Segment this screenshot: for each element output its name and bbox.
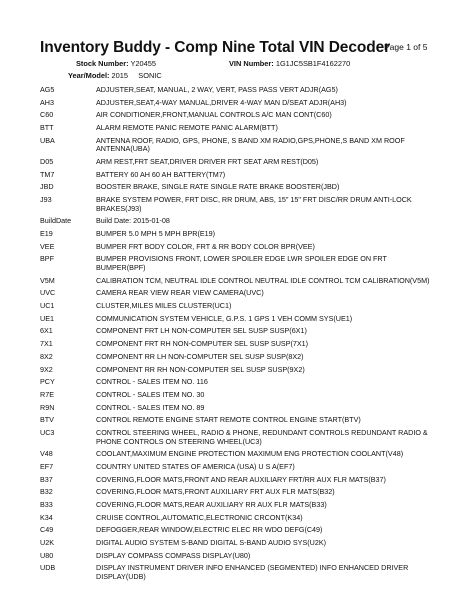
option-description: BUMPER 5.0 MPH 5 MPH BPR(E19) bbox=[96, 229, 216, 239]
option-row bbox=[40, 313, 432, 326]
stock-number-value: Y20455 bbox=[130, 59, 156, 68]
page-title: Inventory Buddy - Comp Nine Total VIN Decoder bbox=[40, 39, 391, 56]
option-row bbox=[40, 122, 432, 135]
year-model bbox=[68, 71, 162, 80]
option-row bbox=[40, 253, 432, 274]
option-row bbox=[40, 427, 432, 448]
option-code: BTV bbox=[40, 415, 54, 425]
option-row bbox=[40, 448, 432, 461]
option-description: AIR CONDITIONER,FRONT,MANUAL CONTROLS A/C MAN CONT(C60) bbox=[96, 110, 332, 120]
year-model-label: Year/Model: bbox=[68, 71, 110, 80]
option-description: COOLANT,MAXIMUM ENGINE PROTECTION MAXIMUM ENG PROTECTION COOLANT(V48) bbox=[96, 449, 404, 459]
option-description: ADJUSTER,SEAT,4-WAY MANUAL,DRIVER 4-WAY MAN D/SEAT ADJR(AH3) bbox=[96, 97, 347, 107]
option-description: BUMPER FRT BODY COLOR, FRT & RR BODY COLOR BPR(VEE) bbox=[96, 241, 315, 251]
option-code: EF7 bbox=[40, 461, 54, 471]
option-code: C60 bbox=[40, 110, 54, 120]
option-code: PCY bbox=[40, 377, 55, 387]
option-description: CLUSTER,MILES MILES CLUSTER(UC1) bbox=[96, 301, 232, 311]
option-description: DIGITAL AUDIO SYSTEM S-BAND DIGITAL S-BAND AUDIO SYS(U2K) bbox=[96, 538, 327, 548]
option-code: UDB bbox=[40, 563, 56, 573]
option-code: UC1 bbox=[40, 301, 55, 311]
option-description: DEFOGGER,REAR WINDOW,ELECTRIC ELEC RR WDO DEFG(C49) bbox=[96, 525, 323, 535]
option-description: COMPONENT RR RH NON-COMPUTER SEL SUSP SUSP(9X2) bbox=[96, 364, 305, 374]
option-code: 7X1 bbox=[40, 339, 53, 349]
option-description: COVERING,FLOOR MATS,FRONT AUXILIARY FRT AUX FLR MATS(B32) bbox=[96, 487, 335, 497]
option-description: COUNTRY UNITED STATES OF AMERICA (USA) U S A(EF7) bbox=[96, 461, 295, 471]
option-code-list bbox=[40, 84, 432, 584]
option-description: CONTROL REMOTE ENGINE START REMOTE CONTROL ENGINE START(BTV) bbox=[96, 415, 361, 425]
option-row bbox=[40, 512, 432, 525]
option-code: JBD bbox=[40, 182, 54, 192]
option-row bbox=[40, 562, 432, 583]
stock-number bbox=[76, 59, 156, 68]
option-code: AH3 bbox=[40, 97, 54, 107]
option-code: J93 bbox=[40, 195, 52, 205]
option-code: BTT bbox=[40, 123, 54, 133]
option-row bbox=[40, 109, 432, 122]
option-code: K34 bbox=[40, 512, 53, 522]
option-row bbox=[40, 364, 432, 377]
option-code: AG5 bbox=[40, 85, 55, 94]
option-code: TM7 bbox=[40, 169, 55, 179]
option-description: CONTROL STEERING WHEEL, RADIO & PHONE, REDUNDANT CONTROLS REDUNDANT RADIO & PHONE CONTROLS ON STEERING WHEEL(UC3) bbox=[96, 427, 428, 446]
option-row bbox=[40, 241, 432, 254]
option-description: COMPONENT RR LH NON-COMPUTER SEL SUSP SUSP(8X2) bbox=[96, 351, 304, 361]
option-description: ARM REST,FRT SEAT,DRIVER DRIVER FRT SEAT ARM REST(D05) bbox=[96, 157, 319, 167]
option-row bbox=[40, 351, 432, 364]
option-row bbox=[40, 376, 432, 389]
vin-number bbox=[229, 59, 350, 68]
option-code: UBA bbox=[40, 135, 55, 145]
option-row bbox=[40, 169, 432, 182]
option-description: COVERING,FLOOR MATS,REAR AUXILIARY RR AUX FLR MATS(B33) bbox=[96, 500, 327, 509]
option-code: U2K bbox=[40, 538, 54, 548]
option-row bbox=[40, 499, 432, 512]
option-code: B37 bbox=[40, 474, 53, 484]
vin-number-label: VIN Number: bbox=[229, 59, 274, 68]
option-description: CONTROL - SALES ITEM NO. 89 bbox=[96, 402, 205, 412]
option-code: R9N bbox=[40, 402, 55, 412]
option-row bbox=[40, 194, 432, 215]
option-description: COMMUNICATION SYSTEM VEHICLE, G.P.S. 1 GPS 1 VEH COMM SYS(UE1) bbox=[96, 313, 353, 323]
option-row bbox=[40, 537, 432, 550]
option-row bbox=[40, 461, 432, 474]
option-code: BuildDate bbox=[40, 216, 72, 226]
option-description: BATTERY 60 AH 60 AH BATTERY(TM7) bbox=[96, 169, 226, 179]
option-row bbox=[40, 181, 432, 194]
option-row bbox=[40, 550, 432, 563]
option-code: B32 bbox=[40, 487, 53, 497]
option-description: CRUISE CONTROL,AUTOMATIC,ELECTRONIC CRCONT(K34) bbox=[96, 512, 303, 522]
option-code: 6X1 bbox=[40, 326, 53, 336]
option-code: UC3 bbox=[40, 427, 55, 437]
option-row bbox=[40, 228, 432, 241]
option-code: U80 bbox=[40, 550, 54, 560]
option-description: DISPLAY INSTRUMENT DRIVER INFO ENHANCED (SEGMENTED) INFO ENHANCED DRIVER DISPLAY(UDB) bbox=[96, 563, 409, 582]
option-row bbox=[40, 402, 432, 415]
option-description: BOOSTER BRAKE, SINGLE RATE SINGLE RATE BRAKE BOOSTER(JBD) bbox=[96, 182, 340, 192]
option-row bbox=[40, 389, 432, 402]
option-row bbox=[40, 524, 432, 537]
option-row bbox=[40, 215, 432, 228]
option-row bbox=[40, 275, 432, 288]
page-number: Page 1 of 5 bbox=[384, 42, 428, 52]
option-code: R7E bbox=[40, 389, 54, 399]
option-description: DISPLAY COMPASS COMPASS DISPLAY(U80) bbox=[96, 550, 251, 560]
option-row bbox=[40, 84, 432, 97]
option-code: D05 bbox=[40, 157, 54, 167]
option-row bbox=[40, 300, 432, 313]
option-row bbox=[40, 338, 432, 351]
option-description: CAMERA REAR VIEW REAR VIEW CAMERA(UVC) bbox=[96, 288, 264, 298]
option-row bbox=[40, 325, 432, 338]
option-description: CONTROL - SALES ITEM NO. 116 bbox=[96, 377, 208, 387]
option-code: 9X2 bbox=[40, 364, 53, 374]
option-description: COMPONENT FRT RH NON-COMPUTER SEL SUSP SUSP(7X1) bbox=[96, 339, 309, 349]
option-description: ADJUSTER,SEAT, MANUAL, 2 WAY, VERT, PASS PASS VERT ADJR(AG5) bbox=[96, 85, 338, 94]
option-row bbox=[40, 135, 432, 156]
option-code: 8X2 bbox=[40, 351, 53, 361]
option-code: UVC bbox=[40, 288, 56, 298]
option-description: BRAKE SYSTEM POWER, FRT DISC, RR DRUM, ABS, 15" 15" FRT DISC/RR DRUM ANTI-LOCK BRAKES(J93) bbox=[96, 195, 412, 213]
option-description: CONTROL - SALES ITEM NO. 30 bbox=[96, 389, 205, 399]
option-description: ANTENNA ROOF, RADIO, GPS, PHONE, S BAND XM RADIO,GPS,PHONE,S BAND XM ROOF ANTENNA(UBA) bbox=[96, 135, 405, 154]
option-row bbox=[40, 97, 432, 110]
option-row bbox=[40, 287, 432, 300]
option-code: VEE bbox=[40, 241, 55, 251]
option-code: BPF bbox=[40, 254, 54, 264]
model-value: SONIC bbox=[138, 71, 162, 80]
option-code: C49 bbox=[40, 525, 54, 535]
option-code: V5M bbox=[40, 275, 55, 285]
option-description: COVERING,FLOOR MATS,FRONT AND REAR AUXILIARY FRT/RR AUX FLR MATS(B37) bbox=[96, 474, 386, 484]
option-description: CALIBRATION TCM, NEUTRAL IDLE CONTROL NEUTRAL IDLE CONTROL TCM CALIBRATION(V5M) bbox=[96, 275, 430, 285]
option-row bbox=[40, 156, 432, 169]
option-description: BUMPER PROVISIONS FRONT, LOWER SPOILER EDGE LWR SPOILER EDGE ON FRT BUMPER(BPF) bbox=[96, 254, 387, 273]
year-value: 2015 bbox=[111, 71, 128, 80]
option-row bbox=[40, 414, 432, 427]
option-row bbox=[40, 486, 432, 499]
option-row bbox=[40, 474, 432, 487]
option-code: UE1 bbox=[40, 313, 54, 323]
stock-number-label: Stock Number: bbox=[76, 59, 129, 68]
vin-number-value: 1G1JC5SB1F4162270 bbox=[275, 59, 351, 68]
option-code: B33 bbox=[40, 500, 53, 509]
option-code: V48 bbox=[40, 449, 53, 459]
option-description: Build Date: 2015-01-08 bbox=[96, 216, 170, 226]
option-description: ALARM REMOTE PANIC REMOTE PANIC ALARM(BTT) bbox=[96, 123, 278, 133]
option-description: COMPONENT FRT LH NON-COMPUTER SEL SUSP SUSP(6X1) bbox=[96, 326, 307, 336]
option-code: E19 bbox=[40, 229, 53, 239]
